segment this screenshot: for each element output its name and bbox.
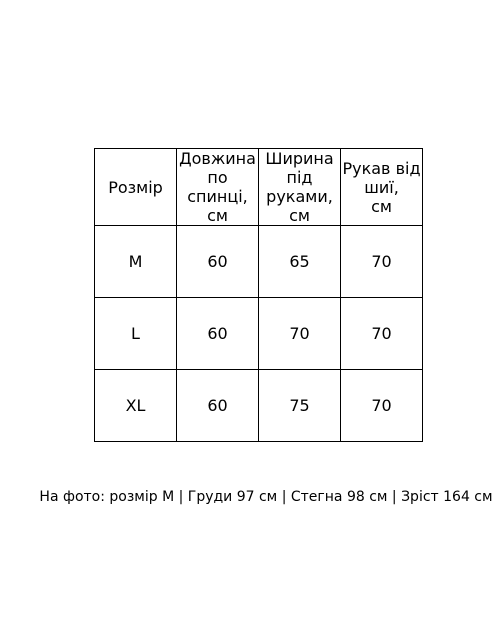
header-size (95, 149, 177, 226)
header-back-length (177, 149, 259, 226)
header-underarm-width-label: Ширина під руками, см (265, 149, 334, 225)
table-cell-back-length: 60 (177, 226, 259, 298)
header-underarm-width (259, 149, 341, 226)
table-cell-underarm-width: 70 (259, 298, 341, 370)
table-cell-sleeve-length: 70 (341, 226, 423, 298)
size-chart-table (94, 148, 423, 442)
table-row (95, 370, 423, 442)
header-sleeve-length-label: Рукав від шиї, см (342, 158, 421, 216)
photo-caption (0, 488, 504, 506)
table-cell-size: M (95, 226, 177, 298)
table-cell-sleeve-length: 70 (341, 370, 423, 442)
table-cell-sleeve-length: 70 (341, 298, 423, 370)
table-row (95, 226, 423, 298)
header-back-length-label: Довжина по спинці, см (179, 149, 256, 225)
table-cell-underarm-width: 75 (259, 370, 341, 442)
table-cell-underarm-width: 65 (259, 226, 341, 298)
header-sleeve-length (341, 149, 423, 226)
table-cell-size: L (95, 298, 177, 370)
table-cell-back-length: 60 (177, 298, 259, 370)
table-cell-size: XL (95, 370, 177, 442)
table-cell-back-length: 60 (177, 370, 259, 442)
photo-caption-text: На фото: розмір M | Груди 97 см | Стегна 98 см | Зріст 164 см (39, 489, 493, 505)
table-header-row (95, 149, 423, 226)
header-size-label: Розмір (108, 177, 163, 197)
table-row (95, 298, 423, 370)
